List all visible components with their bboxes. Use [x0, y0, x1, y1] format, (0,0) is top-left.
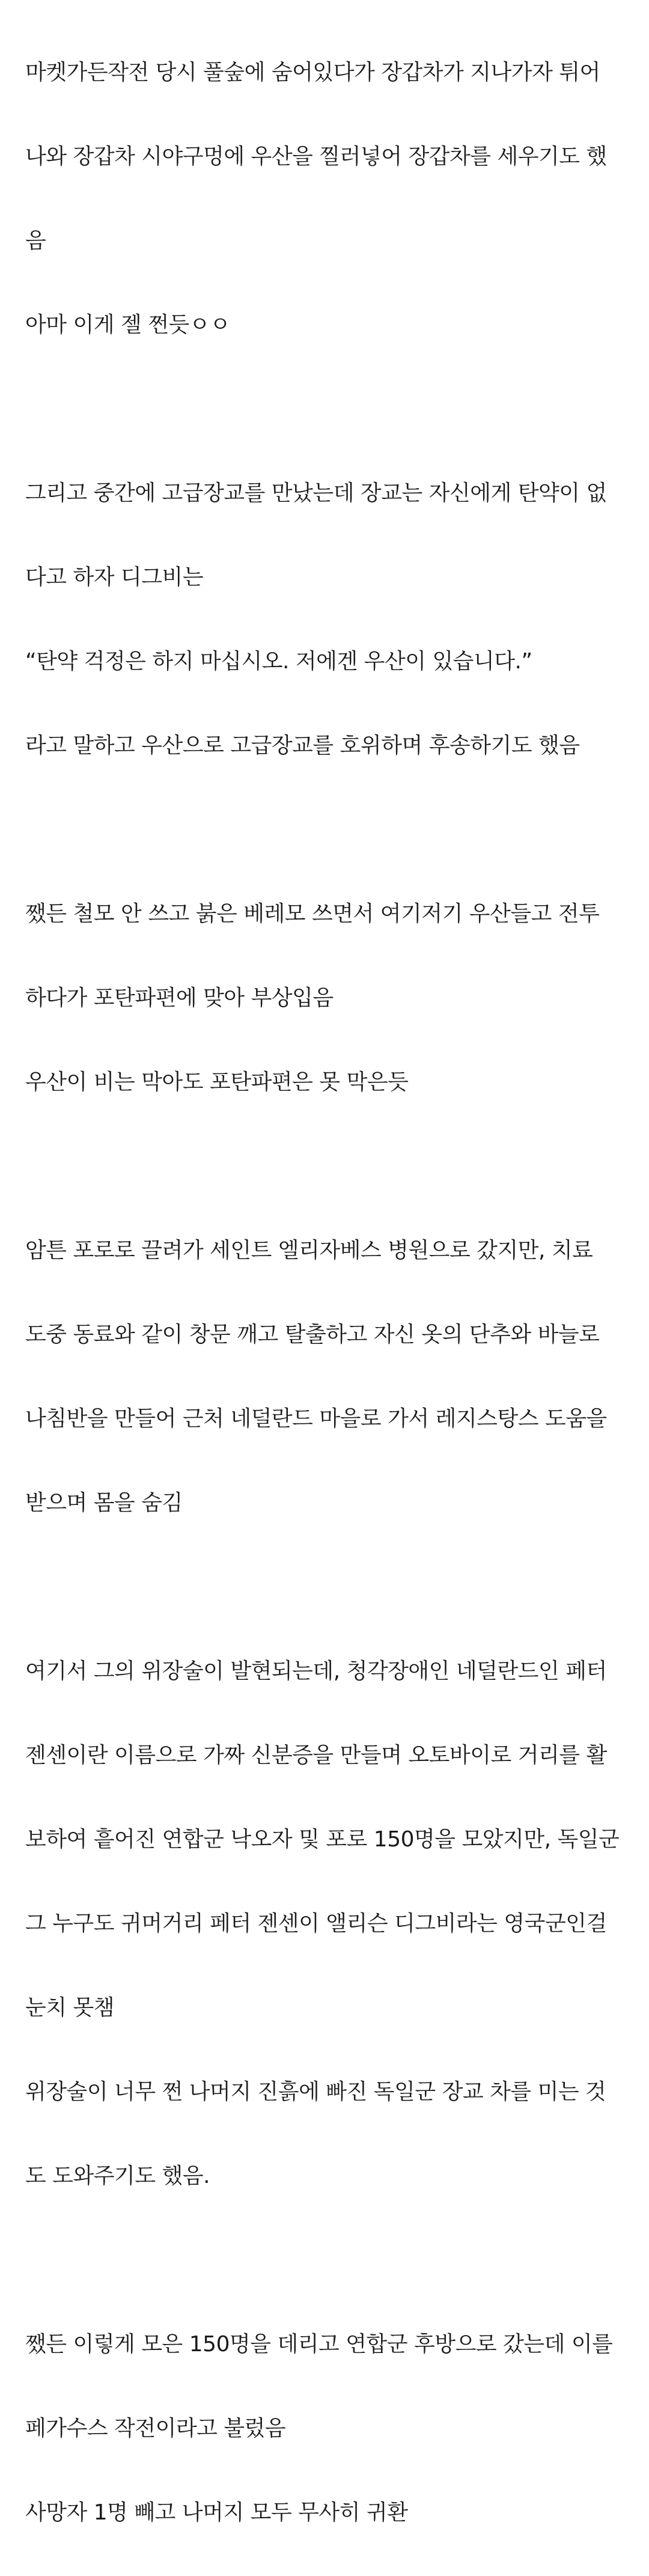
- text-line: 암튼 포로로 끌려가 세인트 엘리자베스 병원으로 갔지만, 치료: [25, 1238, 593, 1263]
- text-line: 아마 이게 젤 쩐듯ㅇㅇ: [25, 313, 231, 337]
- text-line: 음: [25, 228, 46, 253]
- paragraph-3: [25, 851, 632, 1146]
- text-line: 라고 말하고 우산으로 고급장교를 호위하며 후송하기도 했음: [25, 733, 580, 758]
- text-line: 쨌든 철모 안 쓰고 붉은 베레모 쓰면서 여기저기 우산들고 전투: [25, 902, 600, 926]
- paragraph-1: [25, 10, 632, 388]
- text-line: 위장술이 너무 쩐 나머지 진흙에 빠진 독일군 장교 차를 미는 것: [25, 2080, 606, 2104]
- text-line: 그리고 중간에 고급장교를 만났는데 장교는 자신에게 탄약이 없: [25, 481, 607, 505]
- text-line: 젠센이란 이름으로 가짜 신분증을 만들며 오토바이로 거리를 활: [25, 1743, 607, 1768]
- text-line: 보하여 흩어진 연합군 낙오자 및 포로 150명을 모았지만, 독일군: [25, 1827, 620, 1852]
- text-line: 여기서 그의 위장술이 발현되는데, 청각장애인 네덜란드인 페터: [25, 1659, 607, 1683]
- text-line: 쨌든 이렇게 모은 150명을 데리고 연합군 후방으로 갔는데 이를: [25, 2332, 613, 2357]
- text-line: 하다가 포탄파편에 맞아 부상입음: [25, 986, 334, 1010]
- text-line: 사망자 1명 빼고 나머지 모두 무사히 귀환: [25, 2500, 408, 2525]
- text-line: 마켓가든작전 당시 풀숲에 숨어있다가 장갑차가 지나가자 튀어: [25, 60, 600, 85]
- text-line: 페가수스 작전이라고 불렀음: [25, 2416, 286, 2441]
- paragraph-6: [25, 2281, 632, 2576]
- text-line: 나와 장갑차 시야구멍에 우산을 찔러넣어 장갑차를 세우기도 했: [25, 144, 607, 169]
- text-line: 다고 하자 디그비는: [25, 565, 204, 590]
- text-line: 도중 동료와 같이 창문 깨고 탈출하고 자신 옷의 단추와 바늘로: [25, 1322, 600, 1347]
- text-line: 눈치 못챔: [25, 1995, 115, 2020]
- paragraph-2: [25, 430, 632, 809]
- text-line: 우산이 비는 막아도 포탄파편은 못 막은듯: [25, 1070, 409, 1094]
- text-line: 도 도와주기도 했음.: [25, 2164, 210, 2188]
- text-line: “탄약 걱정은 하지 마십시오. 저에겐 우산이 있습니다.”: [25, 649, 532, 674]
- text-line: 나침반을 만들어 근처 네덜란드 마을로 가서 레지스탕스 도움을: [25, 1406, 607, 1431]
- text-line: 받으며 몸을 숨김: [25, 1491, 183, 1515]
- paragraph-5: [25, 1608, 632, 2239]
- article-body: [25, 10, 632, 2576]
- text-line: 그 누구도 귀머거리 페터 젠센이 앨리슨 디그비라는 영국군인걸: [25, 1911, 607, 1936]
- paragraph-4: [25, 1188, 632, 1566]
